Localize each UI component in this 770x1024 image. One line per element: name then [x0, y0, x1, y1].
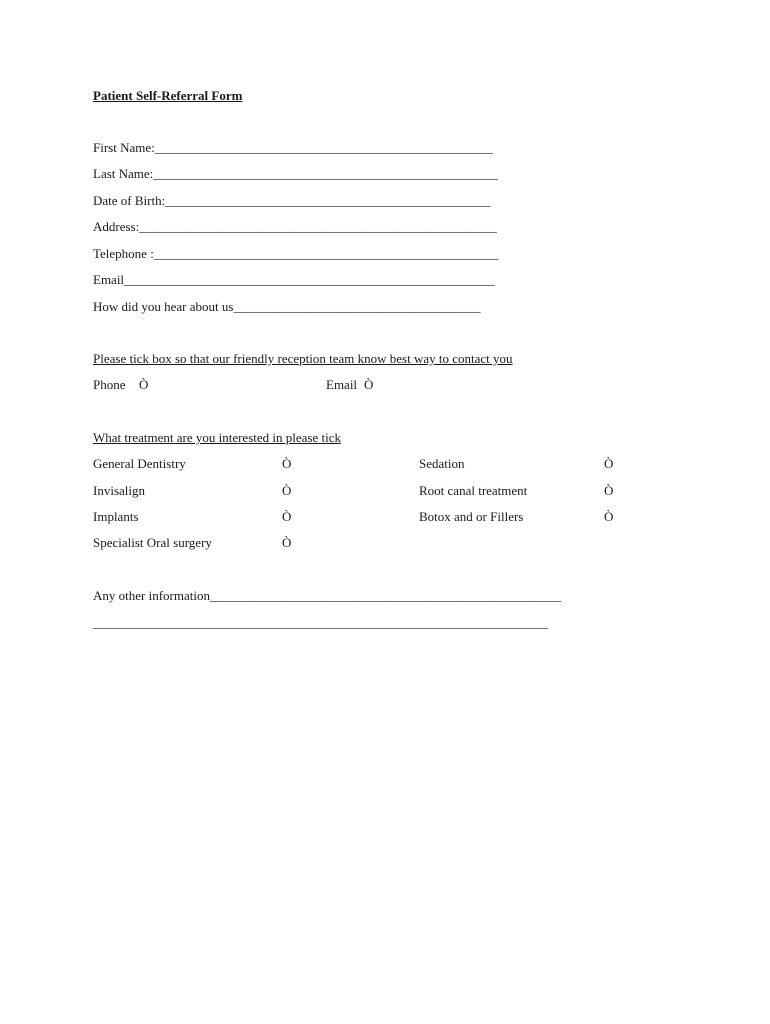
invisalign-tick-box[interactable]: Ò	[282, 483, 292, 498]
treatment-label-invisalign: Invisalign	[93, 483, 145, 498]
phone-tick-box[interactable]: Ò	[139, 377, 149, 392]
treatment-label-botox-fillers: Botox and or Fillers	[419, 509, 524, 524]
implants-tick-box[interactable]: Ò	[282, 509, 292, 524]
first-name-field[interactable]: First Name:____________________________________________________	[93, 140, 493, 155]
contact-preference-heading: Please tick box so that our friendly reception team know best way to contact you	[93, 351, 513, 366]
treatment-label-general-dentistry: General Dentistry	[93, 456, 186, 471]
oral-surgery-tick-box[interactable]: Ò	[282, 535, 292, 550]
treatment-heading: What treatment are you interested in please tick	[93, 430, 341, 445]
sedation-tick-box[interactable]: Ò	[604, 456, 614, 471]
botox-fillers-tick-box[interactable]: Ò	[604, 509, 614, 524]
address-field[interactable]: Address:_______________________________________________________	[93, 219, 497, 234]
date-of-birth-field[interactable]: Date of Birth:__________________________________________________	[93, 193, 491, 208]
referral-source-field[interactable]: How did you hear about us______________________________________	[93, 299, 481, 314]
treatment-label-sedation: Sedation	[419, 456, 465, 471]
phone-label: Phone	[93, 377, 126, 392]
general-dentistry-tick-box[interactable]: Ò	[282, 456, 292, 471]
form-title: Patient Self-Referral Form	[93, 88, 243, 103]
root-canal-tick-box[interactable]: Ò	[604, 483, 614, 498]
email-tick-box[interactable]: Ò	[364, 377, 374, 392]
telephone-field[interactable]: Telephone :_____________________________________________________	[93, 246, 499, 261]
treatment-label-root-canal: Root canal treatment	[419, 483, 528, 498]
treatment-label-oral-surgery: Specialist Oral surgery	[93, 535, 212, 550]
last-name-field[interactable]: Last Name:_____________________________________________________	[93, 166, 498, 181]
treatment-label-implants: Implants	[93, 509, 139, 524]
other-information-field[interactable]: Any other information______________________________________________________	[93, 588, 561, 603]
other-information-continuation-line[interactable]: ______________________________________________________________________	[93, 615, 548, 630]
email-field[interactable]: Email_________________________________________________________	[93, 272, 495, 287]
email-label: Email	[326, 377, 358, 392]
